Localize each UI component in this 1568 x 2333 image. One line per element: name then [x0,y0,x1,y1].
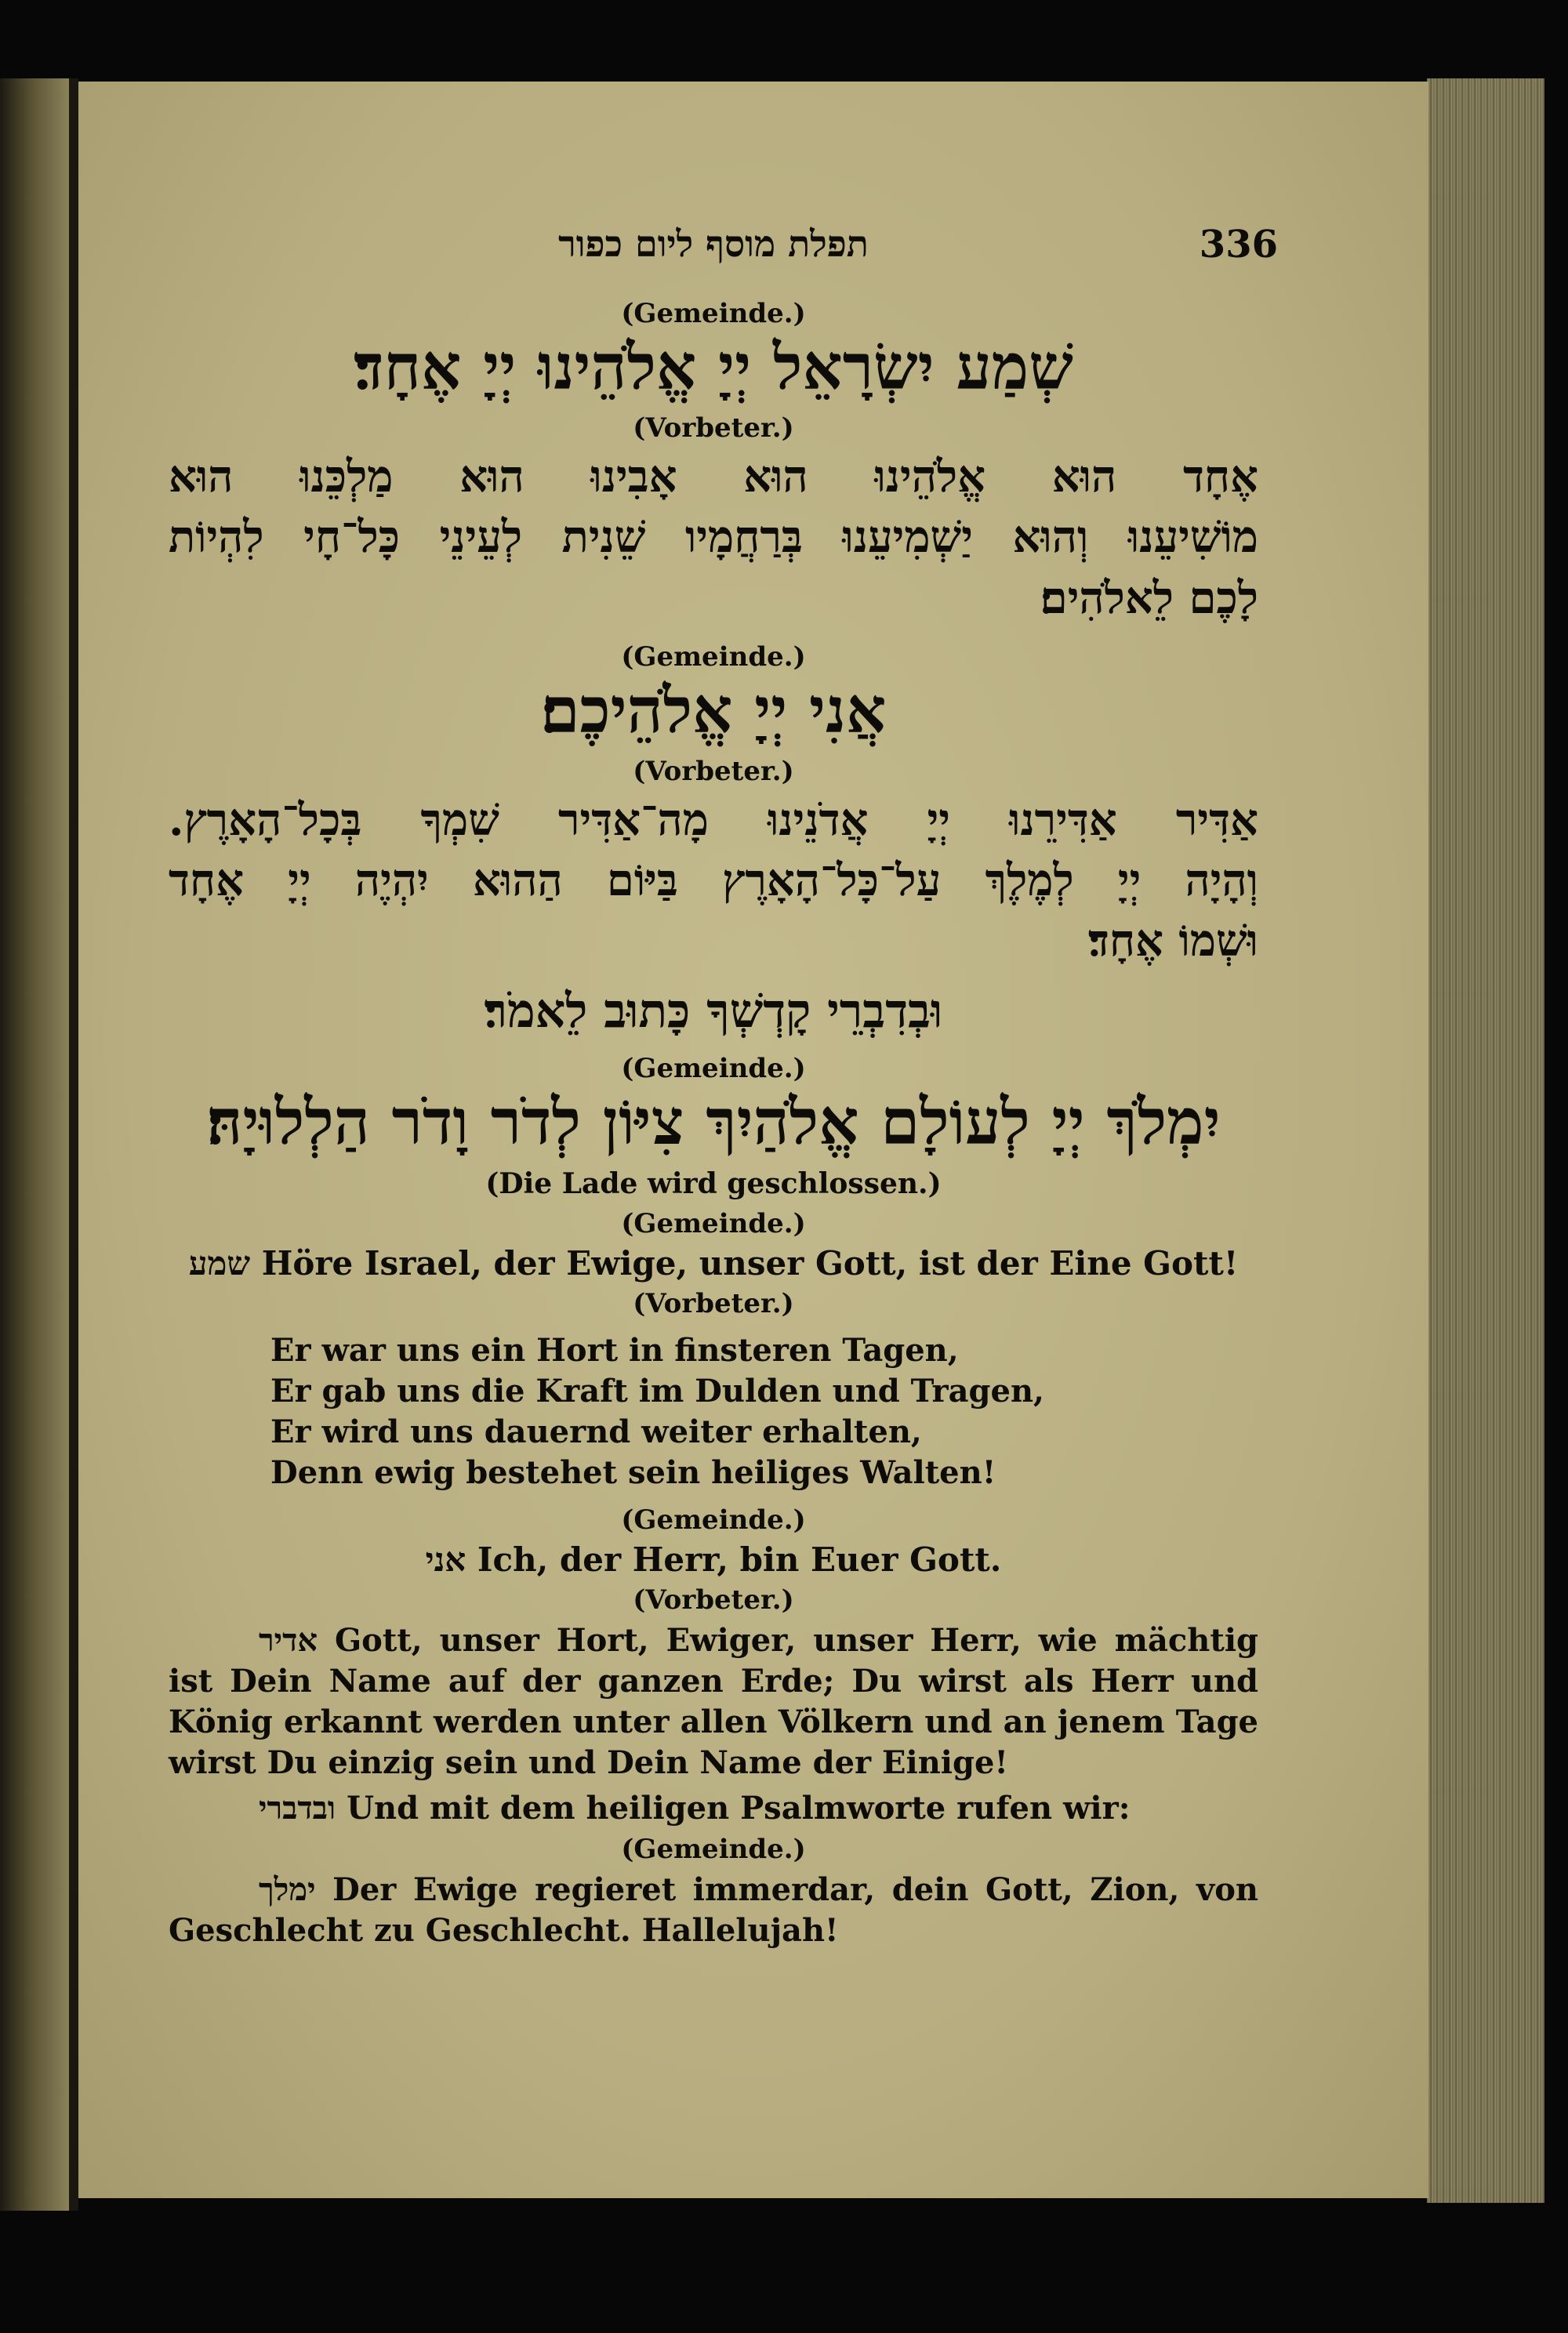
hebrew-uvdivrei: וּבְדִבְרֵי קָדְשְׁךָ כָּתוּב לֵאמֹר׃ [484,983,943,1039]
label-gemeinde: (Gemeinde.) [621,640,806,673]
poem-line: Er war uns ein Hort in finsteren Tagen, [270,1331,959,1369]
page-number: 336 [1199,223,1278,267]
label-gemeinde: (Gemeinde.) [621,1504,806,1536]
german-shema [169,1244,1258,1283]
hebrew-line: מוֹשִׁיעֵנוּ וְהוּא יַשְׁמִיעֵנוּ בְּרַחֲמָיו שֵׁנִית לְעֵינֵי כָּל־חָי לִהְיוֹת [169,511,1258,564]
hebrew-cue: ימלך [259,1870,316,1908]
label-vorbeter: (Vorbeter.) [633,1287,794,1319]
hebrew-line: אַדִּיר אַדִּירֵנוּ יְיָ אֲדֹנֵינוּ מָה־אַדִּיר שִׁמְךָ בְּכָל־הָאָרֶץ. [169,793,1258,846]
hebrew-cue: אדיר [259,1621,318,1659]
german-text: Und mit dem heiligen Psalmworte rufen wir: [347,1789,1131,1827]
german-text: Höre Israel, der Ewige, unser Gott, ist der Eine Gott! [261,1243,1239,1283]
hebrew-ani: אֲנִי יְיָ אֱלֹהֵיכֶם׃ [540,673,887,747]
hebrew-adir-paragraph [169,790,1258,972]
book-page [78,82,1428,2198]
running-header [169,223,1278,293]
hebrew-yimloch: יִמְלֹךְ יְיָ לְעוֹלָם אֱלֹהַיִךְ צִיּוֹן לְדֹר וָדֹר הַלְלוּיָהּ׃ [206,1084,1221,1159]
book-gutter [69,78,78,2211]
label-vorbeter: (Vorbeter.) [633,1584,794,1616]
stage-note: (Die Lade wird geschlossen.) [485,1166,942,1200]
german-text: Ich, der Herr, bin Euer Gott. [477,1540,1002,1579]
header-title: תפלת מוסף ליום כפור [558,223,869,265]
hebrew-line: וְהָיָה יְיָ לְמֶלֶךְ עַל־כָּל־הָאָרֶץ בַּיּוֹם הַהוּא יִהְיֶה יְיָ אֶחָד [169,854,1258,907]
page-edges [1427,78,1544,2203]
page-content [169,223,1278,1956]
german-poem [270,1330,1258,1493]
poem-line: Er gab uns die Kraft im Dulden und Tragen, [270,1372,1044,1410]
hebrew-cue: שמע [188,1243,251,1283]
german-ani [169,1540,1258,1580]
label-vorbeter: (Vorbeter.) [633,412,794,444]
hebrew-echad-paragraph [169,447,1258,629]
german-uvdivrei [169,1788,1258,1829]
german-adir [169,1620,1258,1783]
label-gemeinde: (Gemeinde.) [621,1833,806,1865]
label-gemeinde: (Gemeinde.) [621,1207,806,1239]
label-vorbeter: (Vorbeter.) [633,755,794,787]
german-yimloch [169,1870,1258,1951]
hebrew-shema: שְׁמַע יִשְׂרָאֵל יְיָ אֱלֹהֵינוּ יְיָ אֶחָד׃ [354,330,1073,404]
left-page-edge [0,78,69,2211]
german-text: Der Ewige regieret immerdar, dein Gott, Zion, von Geschlecht zu Geschlecht. Hallelujah! [169,1870,1258,1949]
hebrew-cue: אני [425,1540,466,1579]
poem-line: Denn ewig bestehet sein heiliges Walten! [270,1453,996,1491]
hebrew-cue: ובדברי [259,1789,336,1827]
label-gemeinde: (Gemeinde.) [621,298,806,329]
label-gemeinde: (Gemeinde.) [621,1052,806,1084]
poem-line: Er wird uns dauernd weiter erhalten, [270,1413,922,1450]
hebrew-line: לָכֶם לֵאלֹהִים׃ [1040,571,1258,624]
hebrew-line: וּשְׁמוֹ אֶחָד׃ [1087,915,1258,967]
german-text: Gott, unser Hort, Ewiger, unser Herr, wie mächtig ist Dein Name auf der ganzen Erde; Du wirst als Herr und König erkannt werden unter allen Völkern und an jenem Tage wirst Du einzig sein und Dein Name der Einige! [169,1621,1258,1781]
hebrew-line: אֶחָד הוּא אֱלֹהֵינוּ הוּא אָבִינוּ הוּא מַלְכֵּנוּ הוּא [169,451,1258,503]
